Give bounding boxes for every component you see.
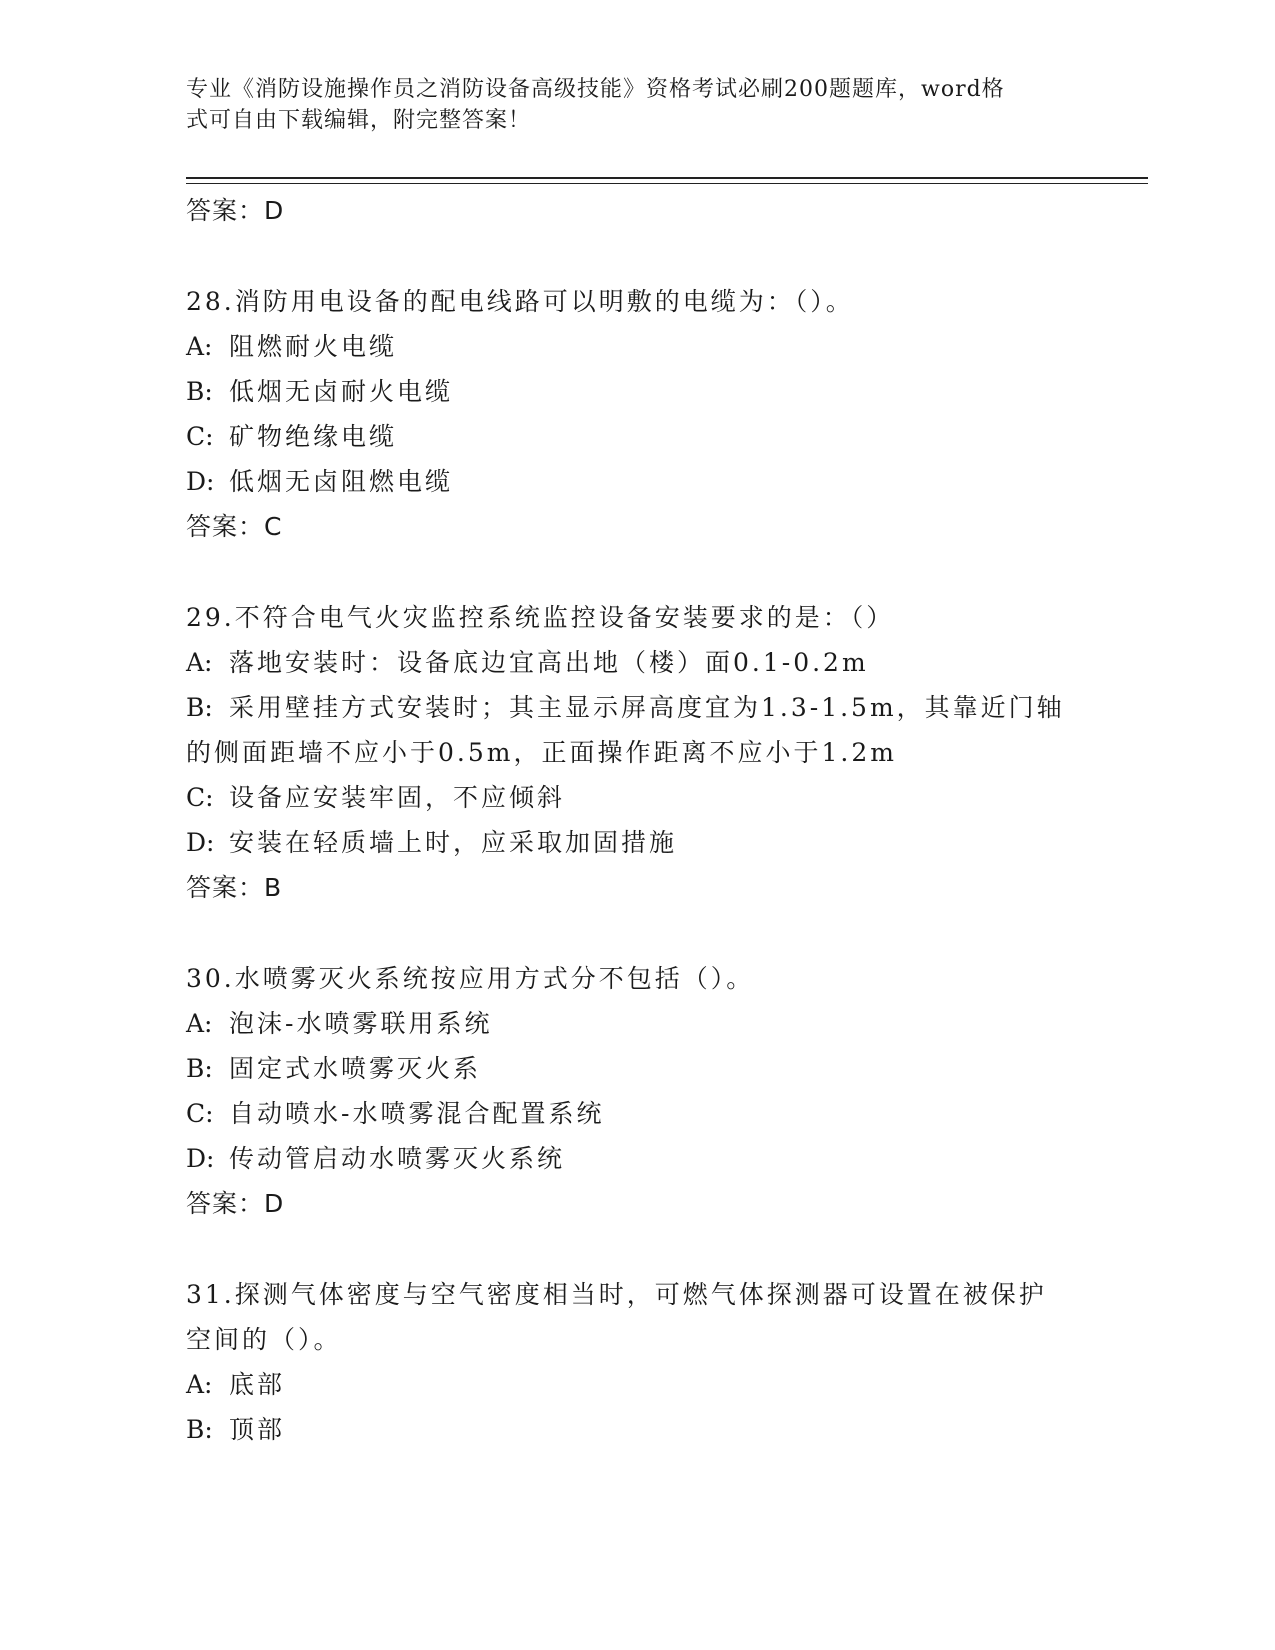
option-label: B: (186, 1415, 213, 1444)
question-28 (186, 279, 1086, 549)
question-number: 30. (186, 964, 235, 993)
option-text: 采用壁挂方式安装时；其主显示屏高度宜为1.3-1.5m，其靠近门轴 (229, 693, 1065, 722)
option-a (186, 1362, 1086, 1407)
option-label: A: (186, 332, 213, 361)
answer-value: D (264, 1189, 285, 1218)
spacer (186, 549, 1086, 595)
option-b (186, 685, 1086, 730)
answer-line (186, 1181, 1086, 1226)
question-stem-continued: 空间的（）。 (186, 1325, 342, 1354)
question-list (186, 188, 1086, 1452)
option-b (186, 1046, 1086, 1091)
answer-prefix: 答案： (186, 873, 265, 902)
option-text: 矿物绝缘电缆 (229, 422, 398, 451)
header-line-1: 专业《消防设施操作员之消防设备高级技能》资格考试必刷200题题库，word格 (186, 77, 1005, 102)
option-text: 设备应安装牢固，不应倾斜 (229, 783, 566, 812)
option-d (186, 1136, 1086, 1181)
option-text: 阻燃耐火电缆 (229, 332, 398, 361)
option-c (186, 1091, 1086, 1136)
answer-prefix: 答案： (186, 512, 265, 541)
option-d (186, 459, 1086, 504)
option-label: A: (186, 648, 213, 677)
answer-line (186, 865, 1086, 910)
option-d (186, 820, 1086, 865)
question-text: 不符合电气火灾监控系统监控设备安装要求的是：（） (234, 603, 895, 632)
option-label: D: (186, 828, 215, 857)
answer-value: B (264, 873, 283, 902)
option-text: 固定式水喷雾灭火系 (229, 1054, 482, 1083)
header-line-2: 式可自由下载编辑，附完整答案！ (186, 108, 532, 133)
question-text: 水喷雾灭火系统按应用方式分不包括（）。 (234, 964, 755, 993)
question-29 (186, 595, 1086, 910)
answer-value: C (264, 512, 283, 541)
question-stem (186, 1272, 1086, 1317)
answer-prefix: 答案： (186, 196, 265, 225)
option-text: 泡沫-水喷雾联用系统 (229, 1009, 493, 1038)
question-text: 消防用电设备的配电线路可以明敷的电缆为：（）。 (234, 287, 854, 316)
answer-value: D (264, 196, 285, 225)
question-30 (186, 956, 1086, 1226)
question-stem (186, 956, 1086, 1001)
option-text: 低烟无卤耐火电缆 (229, 377, 454, 406)
option-c (186, 414, 1086, 459)
option-label: D: (186, 467, 215, 496)
option-a (186, 324, 1086, 369)
option-text: 安装在轻质墙上时，应采取加固措施 (229, 828, 678, 857)
question-number: 29. (186, 603, 235, 632)
question-stem (186, 279, 1086, 324)
option-a (186, 640, 1086, 685)
option-text: 自动喷水-水喷雾混合配置系统 (229, 1099, 605, 1128)
option-b (186, 369, 1086, 414)
option-label: B: (186, 1054, 213, 1083)
option-text: 落地安装时：设备底边宜高出地（楼）面0.1-0.2m (229, 648, 869, 677)
header-rule (186, 177, 1148, 179)
option-label: D: (186, 1144, 215, 1173)
document-header (186, 74, 1066, 136)
option-text: 顶部 (229, 1415, 286, 1444)
option-b-continued: 的侧面距墙不应小于0.5m，正面操作距离不应小于1.2m (186, 738, 897, 767)
option-label: A: (186, 1370, 213, 1399)
question-number: 28. (186, 287, 235, 316)
option-c (186, 775, 1086, 820)
option-b (186, 1407, 1086, 1452)
question-number: 31. (186, 1280, 235, 1309)
answer-prefix: 答案： (186, 1189, 265, 1218)
option-label: B: (186, 693, 213, 722)
option-label: C: (186, 1099, 214, 1128)
question-31 (186, 1272, 1086, 1452)
spacer (186, 1226, 1086, 1272)
spacer (186, 233, 1086, 279)
option-text: 低烟无卤阻燃电缆 (229, 467, 454, 496)
answer-line (186, 504, 1086, 549)
option-label: C: (186, 422, 214, 451)
option-label: C: (186, 783, 214, 812)
option-text: 底部 (229, 1370, 286, 1399)
header-rule-thin (186, 183, 1148, 184)
option-label: B: (186, 377, 213, 406)
spacer (186, 910, 1086, 956)
option-text: 传动管启动水喷雾灭火系统 (229, 1144, 566, 1173)
answer-line (186, 188, 1086, 233)
question-stem (186, 595, 1086, 640)
option-label: A: (186, 1009, 213, 1038)
question-text: 探测气体密度与空气密度相当时，可燃气体探测器可设置在被保护 (234, 1280, 1047, 1309)
option-a (186, 1001, 1086, 1046)
